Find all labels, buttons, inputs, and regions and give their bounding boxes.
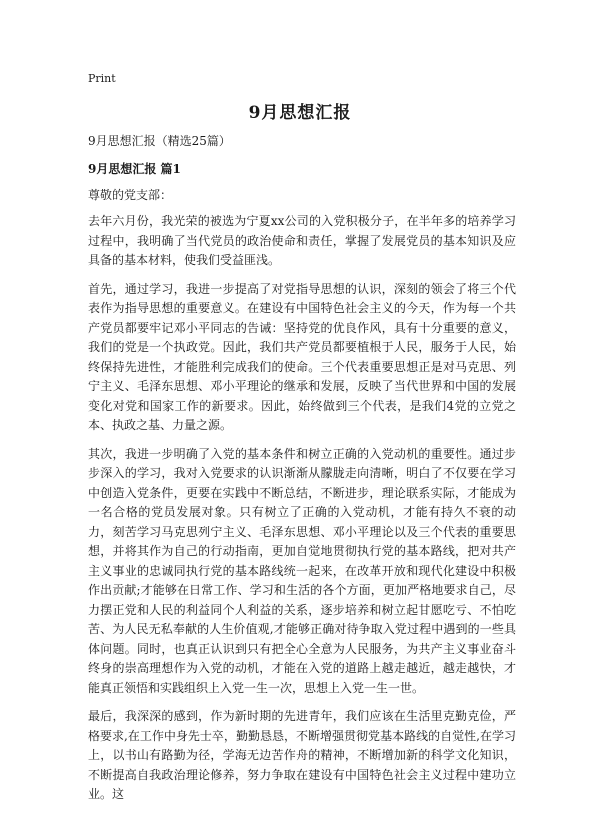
paragraph-2: 首先，通过学习，我进一步提高了对党指导思想的认识，深刻的领会了将三个代表作为指导思想的重要意义。在建设有中国特色社会主义的今天，作为每一个共产党员都要牢记邓小平同志的告诫：坚持党的优良作风，具有十分重要的意义，我们的党是一个执政党。因此，我们共产党员都要植根于人民，服务于人民，始终保持先进性，才能胜利完成我们的使命。三个代表重要思想正是对马克思、列宁主义、毛泽东思想、邓小平理论的继承和发展，反映了当代世界和中国的发展变化对党和国家工作的新要求。因此，始终做到三个代表，是我们4党的立党之本、执政之基、力量之源。 <box>88 281 516 432</box>
paragraph-3: 其次，我进一步明确了入党的基本条件和树立正确的入党动机的重要性。通过步步深入的学习，我对入党要求的认识渐渐从朦胧走向清晰，明白了不仅要在学习中创造入党条件，更要在实践中不断总结，不断进步，理论联系实际，才能成为一名合格的党员发展对象。只有树立了正确的入党动机，才能有持久不衰的动力，刻苦学习马克思列宁主义、毛泽东思想、邓小平理论以及三个代表的重要思想，并将其作为自己的行动指南，更加自觉地贯彻执行党的基本路线，把对共产主义事业的忠诚同执行党的基本路线统一起来，在改革开放和现代化建设中积极作出贡献;才能够在日常工作、学习和生活的各个方面，更加严格地要求自己，尽力摆正党和人民的利益同个人利益的关系，逐步培养和树立起甘愿吃亏、不怕吃苦、为人民无私奉献的人生价值观,才能够正确对待争取入党过程中遇到的一些具体问题。同时，也真正认识到只有把全心全意为人民服务，为共产主义事业奋斗终身的崇高理想作为入党的动机，才能在入党的道路上越走越近，越走越快，才能真正领悟和实践组织上入党一生一次，思想上入党一生一世。 <box>88 446 516 695</box>
document-subtitle: 9月思想汇报（精选25篇） <box>88 134 231 148</box>
document-body <box>88 212 516 814</box>
page-title: 9月思想汇报 <box>248 103 352 123</box>
greeting-line: 尊敬的党支部： <box>88 188 173 202</box>
section-heading: 9月思想汇报 篇1 <box>88 162 181 176</box>
print-label[interactable]: Print <box>88 72 116 85</box>
paragraph-4: 最后，我深深的感到，作为新时期的先进青年，我们应该在生活里克勤克俭，严格要求,在工作中身先士卒，勤勤恳恳，不断增强贯彻党基本路线的自觉性,在学习上，以书山有路勤为径，学海无边苦作舟的精神，不断增加新的科学文化知识，不断提高自我政治理论修养，努力争取在建设有中国特色社会主义过程中建功立业。这 <box>88 709 516 801</box>
paragraph-1: 去年六月份，我光荣的被选为宁夏xx公司的入党积极分子，在半年多的培养学习过程中，我明确了当代党员的政治使命和责任，掌握了发展党员的基本知识及应具备的基本材料，使我们受益匪浅。 <box>88 214 516 267</box>
